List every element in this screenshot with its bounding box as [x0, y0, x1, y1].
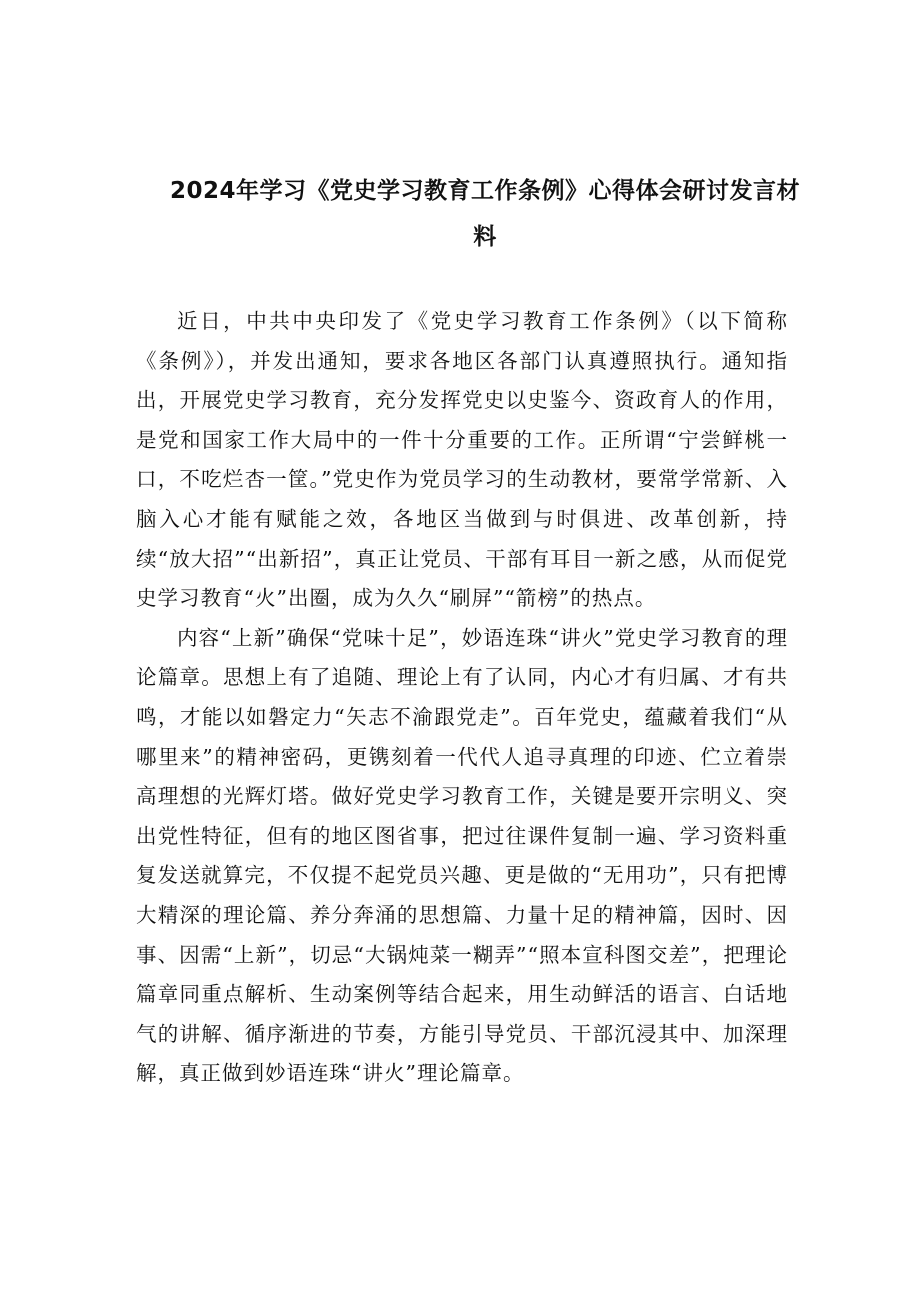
- paragraph-1: 近日，中共中央印发了《党史学习教育工作条例》（以下简称《条例》），并发出通知，要求各地区各部门认真遵照执行。通知指出，开展党史学习教育，充分发挥党史以史鉴今、资政育人的作用，是党和国家工作大局中的一件十分重要的工作。正所谓“宁尝鲜桃一口，不吃烂杏一筐。”党史作为党员学习的生动教材，要常学常新、入脑入心才能有赋能之效，各地区当做到与时俱进、改革创新，持续“放大招”“出新招”，真正让党员、干部有耳目一新之感，从而促党史学习教育“火”出圈，成为久久“刷屏”“箭榜”的热点。: [136, 309, 788, 611]
- document-body: [136, 302, 788, 1094]
- document-title: 2024年学习《党史学习教育工作条例》心得体会研讨发言材料: [170, 178, 801, 250]
- paragraph-2: 内容“上新”确保“党味十足”，妙语连珠“讲火”党史学习教育的理论篇章。思想上有了追随、理论上有了认同，内心才有归属、才有共鸣，才能以如磐定力“矢志不渝跟党走”。百年党史，蕴藏着我们“从哪里来”的精神密码，更镌刻着一代代人追寻真理的印迹、伫立着崇高理想的光辉灯塔。做好党史学习教育工作，关键是要开宗明义、突出党性特征，但有的地区图省事，把过往课件复制一遍、学习资料重复发送就算完，不仅提不起党员兴趣、更是做的“无用功”，只有把博大精深的理论篇、养分奔涌的思想篇、力量十足的精神篇，因时、因事、因需“上新”，切忌“大锅炖菜一糊弄”“照本宣科图交差”，把理论篇章同重点解析、生动案例等结合起来，用生动鲜活的语言、白话地气的讲解、循序渐进的节奏，方能引导党员、干部沉浸其中、加深理解，真正做到妙语连珠“讲火”理论篇章。: [136, 625, 788, 1086]
